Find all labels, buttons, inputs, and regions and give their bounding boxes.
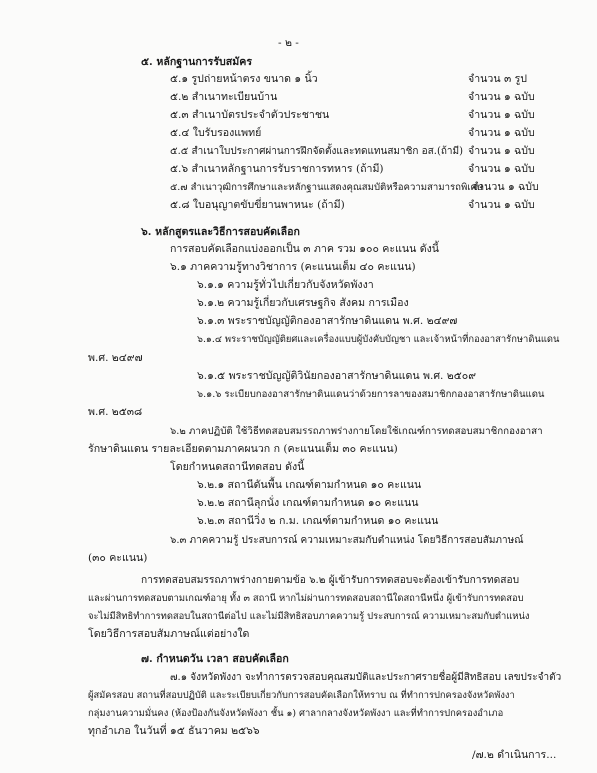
list-item-quantity: จำนวน ๑ ฉบับ <box>468 127 535 139</box>
section7-heading: ๗. กำหนดวัน เวลา สอบคัดเลือก <box>141 653 289 665</box>
section6-2-3: ๖.๒.๓ สถานีวิ่ง ๒ ก.ม. เกณฑ์ตามกำหนด ๑๐ คะแนน <box>197 515 439 527</box>
paragraph-line: ผู้สมัครสอบ สถานที่สอบปฏิบัติ และระเบียบเกี่ยวกับการสอบคัดเลือกให้ทราบ ณ ที่ทำการปกครองจังหวัดพังงา <box>88 690 515 701</box>
list-item-quantity: จำนวน ๑ ฉบับ <box>468 91 535 103</box>
section6-1-6: ๖.๑.๖ ระเบียบกองอาสารักษาดินแดนว่าด้วยการลาของสมาชิกกองอาสารักษาดินแดน <box>197 389 545 400</box>
paragraph-line: ทุกอำเภอ ในวันที่ ๑๕ ธันวาคม ๒๕๖๖ <box>88 725 260 737</box>
list-item-quantity: จำนวน ๑ ฉบับ <box>468 163 535 175</box>
section6-2-sub: โดยกำหนดสถานีทดสอบ ดังนี้ <box>170 461 305 473</box>
list-item: ๕.๖ สำเนาหลักฐานการรับราชการทหาร (ถ้ามี) <box>170 163 384 175</box>
list-item-quantity: จำนวน ๑ ฉบับ <box>472 181 539 193</box>
section6-1-5: ๖.๑.๕ พระราชบัญญัติวินัยกองอาสารักษาดินแดน พ.ศ. ๒๕๐๙ <box>197 370 477 382</box>
list-item: ๕.๓ สำเนาบัตรประจำตัวประชาชน <box>170 109 330 121</box>
section6-1-3: ๖.๑.๓ พระราชบัญญัติกองอาสารักษาดินแดน พ.ศ. ๒๔๙๗ <box>197 315 458 327</box>
list-item: ๕.๑ รูปถ่ายหน้าตรง ขนาด ๑ นิ้ว <box>170 73 318 85</box>
continuation-note: /๗.๒ ดำเนินการ... <box>472 749 557 761</box>
list-item-quantity: จำนวน ๑ ฉบับ <box>468 199 535 211</box>
section6-2: ๖.๒ ภาคปฏิบัติ ใช้วิธีทดสอบสมรรถภาพร่างกายโดยใช้เกณฑ์การทดสอบสมาชิกกองอาสา <box>170 426 543 437</box>
paragraph-line: และผ่านการทดสอบตามเกณฑ์อายุ ทั้ง ๓ สถานี หากไม่ผ่านการทดสอบสถานีใดสถานีหนึ่ง ผู้เข้ารับการทดสอบ <box>88 593 524 604</box>
list-item: ๕.๒ สำเนาทะเบียนบ้าน <box>170 91 278 103</box>
section6-2-1: ๖.๒.๑ สถานีดันพื้น เกณฑ์ตามกำหนด ๑๐ คะแนน <box>197 479 422 491</box>
section5-heading: ๕. หลักฐานการรับสมัคร <box>141 56 253 68</box>
section6-intro: การสอบคัดเลือกแบ่งออกเป็น ๓ ภาค รวม ๑๐๐ คะแนน ดังนี้ <box>170 243 440 255</box>
section6-1: ๖.๑ ภาคความรู้ทางวิชาการ (คะแนนเต็ม ๔๐ คะแนน) <box>170 261 416 273</box>
section6-3-cont: (๓๐ คะแนน) <box>88 552 148 564</box>
paragraph-line: โดยวิธีการสอบสัมภาษณ์แต่อย่างใด <box>88 628 250 640</box>
section6-heading: ๖. หลักสูตรและวิธีการสอบคัดเลือก <box>141 226 300 238</box>
paragraph-line: การทดสอบสมรรถภาพร่างกายตามข้อ ๖.๒ ผู้เข้ารับการทดสอบจะต้องเข้ารับการทดสอบ <box>141 575 520 586</box>
section6-1-2: ๖.๑.๒ ความรู้เกี่ยวกับเศรษฐกิจ สังคม การเมือง <box>197 297 409 309</box>
list-item-quantity: จำนวน ๑ ฉบับ <box>468 145 535 157</box>
list-item-quantity: จำนวน ๓ รูป <box>468 73 527 85</box>
list-item: ๕.๗ สำเนาวุฒิการศึกษาและหลักฐานแสดงคุณสมบัติหรือความสามารถพิเศษ <box>170 182 483 193</box>
paragraph-line: ๗.๑ จังหวัดพังงา จะทำการตรวจสอบคุณสมบัติและประกาศรายชื่อผู้มีสิทธิสอบ เลขประจำตัว <box>170 672 562 683</box>
section6-1-4: ๖.๑.๔ พระราชบัญญัติยศและเครื่องแบบผู้บังคับบัญชา และเจ้าหน้าที่กองอาสารักษาดินแดน <box>197 334 560 345</box>
list-item: ๕.๘ ใบอนุญาตขับขี่ยานพาหนะ (ถ้ามี) <box>170 199 345 211</box>
section6-1-1: ๖.๑.๑ ความรู้ทั่วไปเกี่ยวกับจังหวัดพังงา <box>197 279 374 291</box>
page-number: - ๒ - <box>278 37 299 49</box>
paragraph-line: กลุ่มงานความมั่นคง (ห้องป้องกันจังหวัดพังงา ชั้น ๑) ศาลากลางจังหวัดพังงา และที่ทำการปกครองอำเภอ <box>88 708 504 719</box>
section6-1-4-cont: พ.ศ. ๒๔๙๗ <box>88 352 143 364</box>
section6-2-cont: รักษาดินแดน รายละเอียดตามภาคผนวก ก (คะแนนเต็ม ๓๐ คะแนน) <box>88 443 398 455</box>
paragraph-line: จะไม่มีสิทธิทำการทดสอบในสถานีต่อไป และไม่มีสิทธิสอบภาคความรู้ ประสบการณ์ ความเหมาะสมกับตำแหน่ง <box>88 611 530 622</box>
list-item: ๕.๔ ใบรับรองแพทย์ <box>170 127 262 139</box>
list-item: ๕.๕ สำเนาใบประกาศผ่านการฝึกจัดตั้งและทดแทนสมาชิก อส.(ถ้ามี) <box>170 146 464 157</box>
section6-1-6-cont: พ.ศ. ๒๕๓๘ <box>88 406 143 418</box>
list-item-quantity: จำนวน ๑ ฉบับ <box>468 109 535 121</box>
section6-2-2: ๖.๒.๒ สถานีลุกนั่ง เกณฑ์ตามกำหนด ๑๐ คะแนน <box>197 497 419 509</box>
section6-3: ๖.๓ ภาคความรู้ ประสบการณ์ ความเหมาะสมกับตำแหน่ง โดยวิธีการสอบสัมภาษณ์ <box>170 535 524 546</box>
